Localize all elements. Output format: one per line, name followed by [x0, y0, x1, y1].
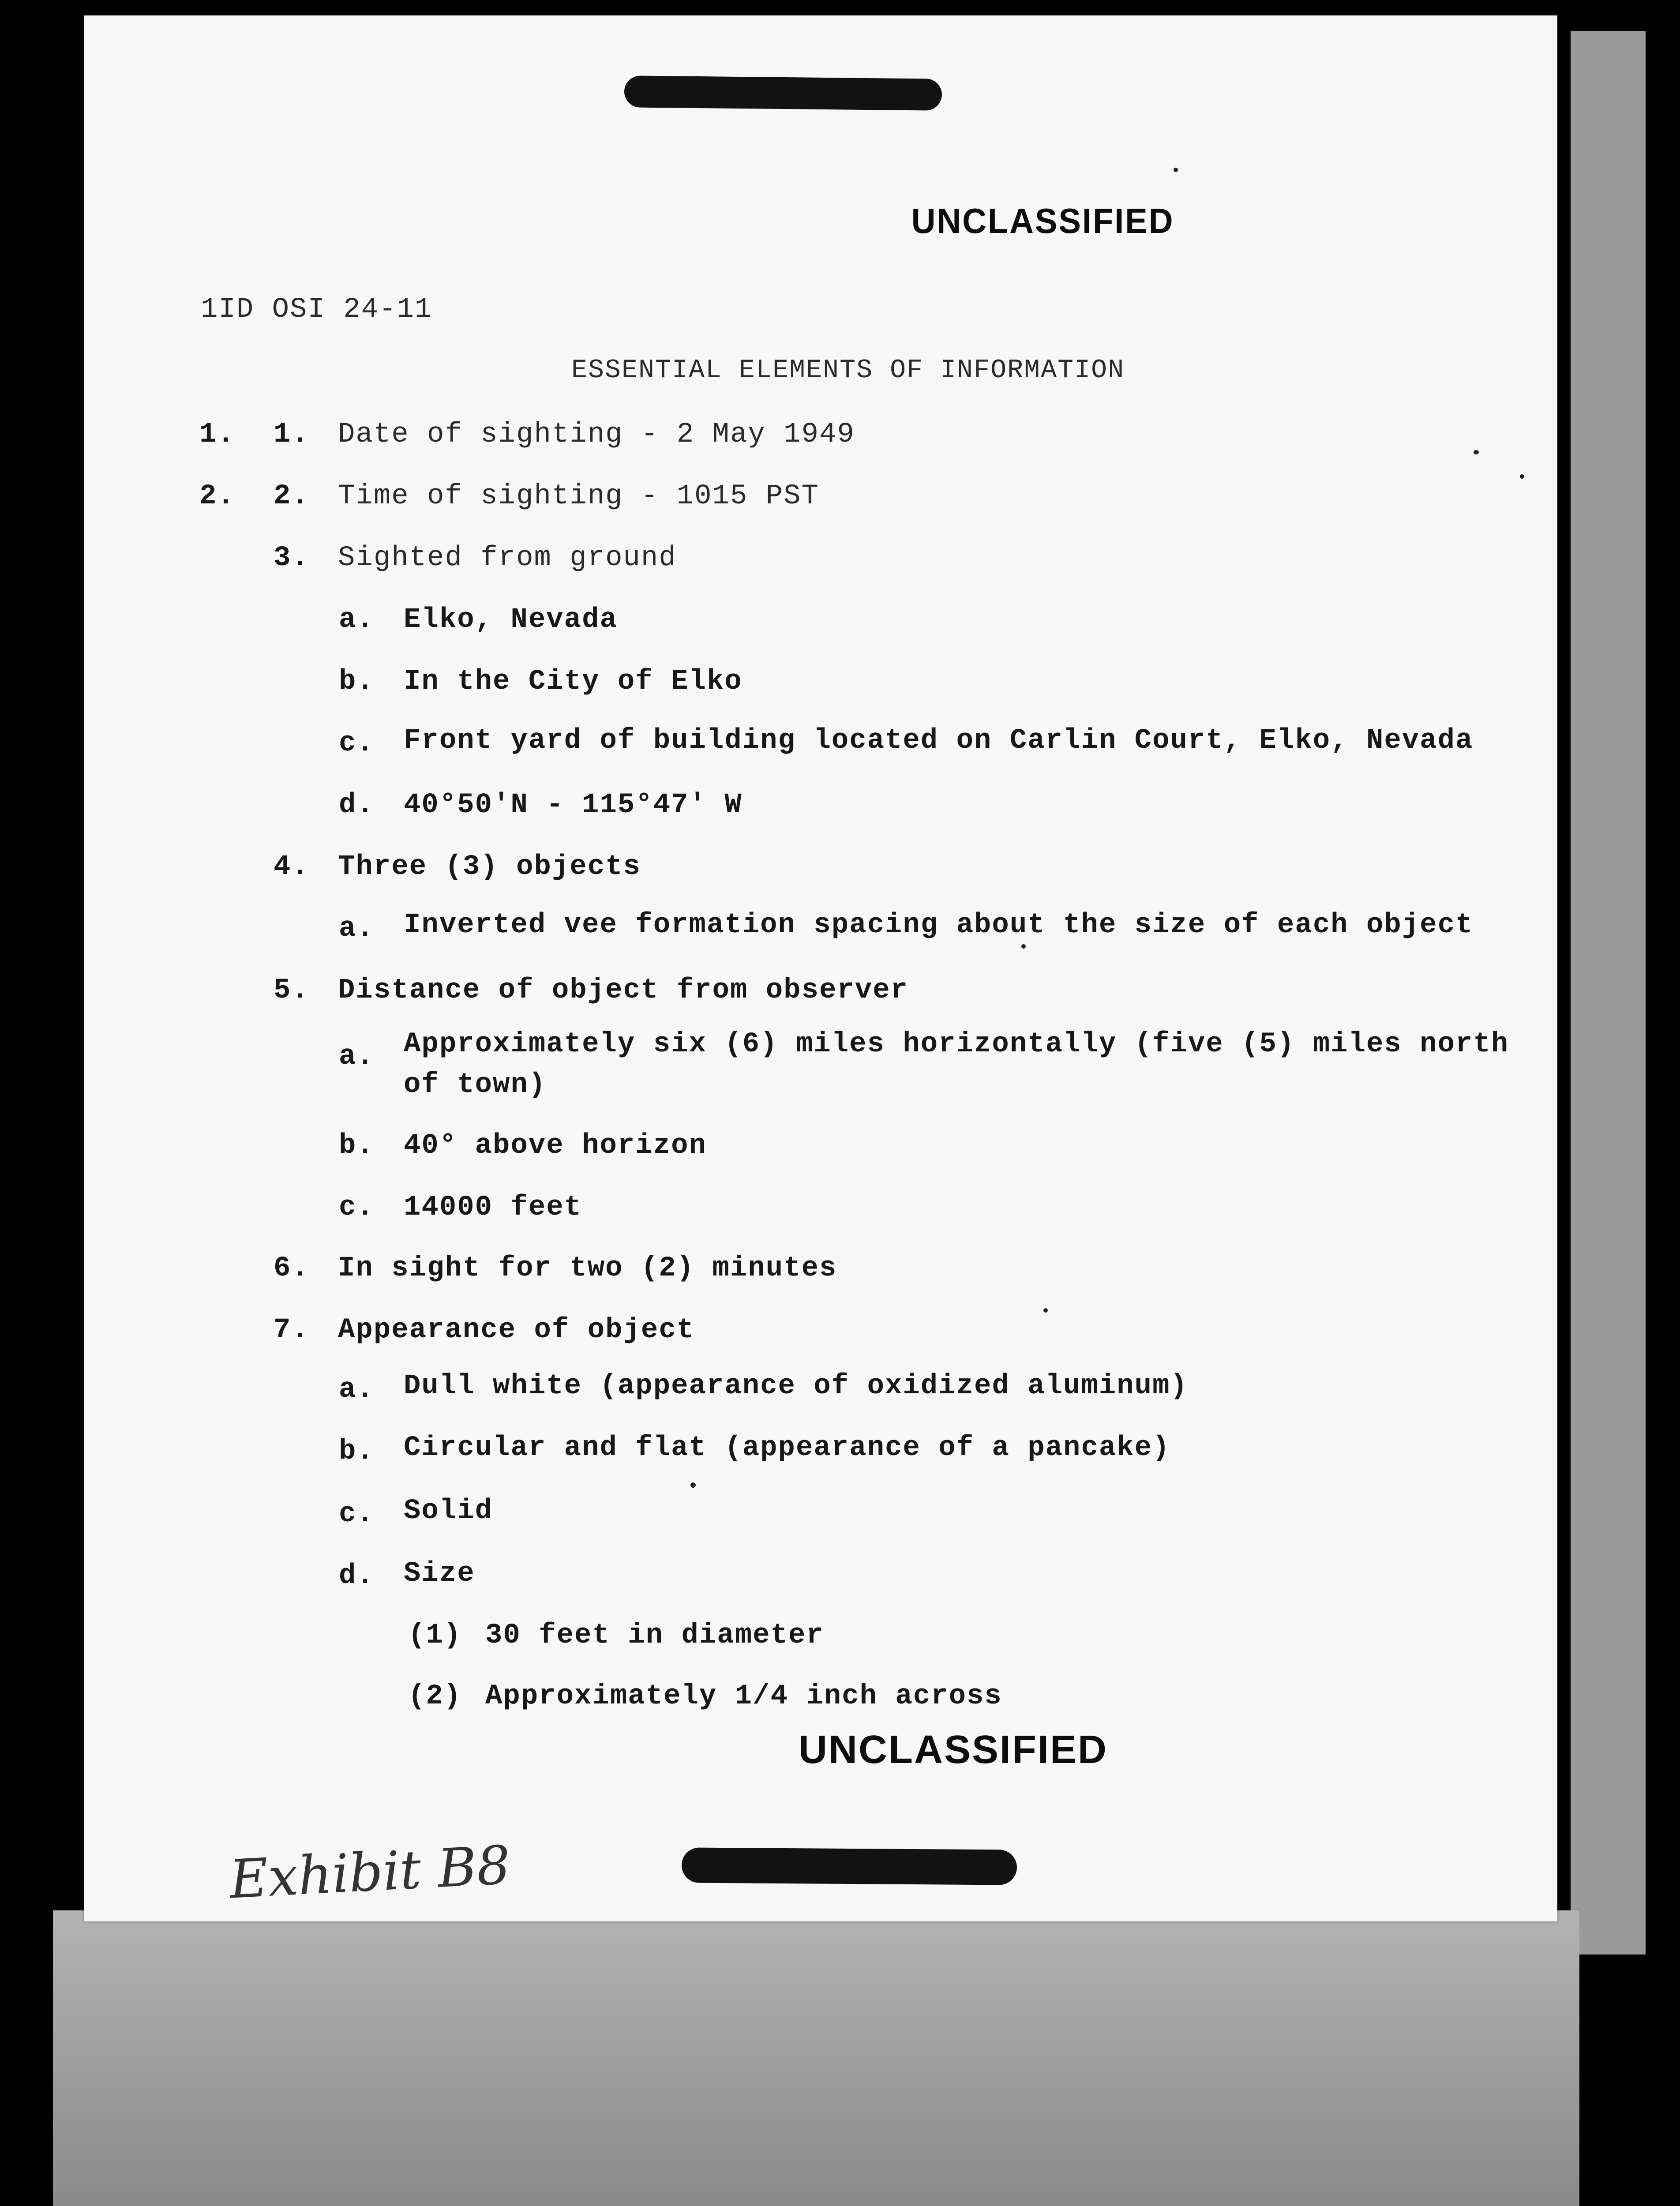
subitem-letter: d.	[339, 789, 375, 821]
item-text: Distance of object from observer	[338, 975, 908, 1006]
scan-speck	[1043, 1308, 1048, 1313]
redaction-bar-top	[624, 75, 942, 111]
subitem-text: Elko, Nevada	[404, 604, 618, 636]
subitem-letter: c.	[339, 728, 375, 759]
subitem-letter: a.	[339, 1374, 375, 1406]
scan-speck	[690, 1482, 696, 1488]
item-number: 1.	[274, 419, 309, 450]
item-text: Three (3) objects	[338, 851, 641, 883]
item-margin-number: 2.	[199, 480, 235, 512]
size-item-number: (1)	[408, 1620, 462, 1651]
classification-stamp-top: UNCLASSIFIED	[911, 201, 1174, 240]
scan-speck	[1520, 474, 1524, 479]
item-number: 7.	[274, 1314, 309, 1346]
subitem-letter: a.	[339, 913, 375, 945]
item-number: 2.	[274, 480, 309, 512]
subitem-letter: d.	[339, 1560, 375, 1592]
subitem-text-continued: of town)	[404, 1069, 547, 1101]
item-text: In sight for two (2) minutes	[338, 1253, 837, 1284]
size-item-number: (2)	[408, 1681, 462, 1712]
scan-bottom-area	[53, 1910, 1579, 2206]
subitem-letter: b.	[339, 1130, 375, 1162]
item-number: 4.	[274, 851, 309, 883]
subitem-text: Inverted vee formation spacing about the size of each object	[404, 909, 1474, 941]
size-item-text: 30 feet in diameter	[485, 1620, 824, 1651]
item-margin-number: 1.	[199, 419, 235, 450]
document-page	[84, 15, 1557, 1921]
subitem-text: 40°50'N - 115°47' W	[404, 789, 742, 821]
subitem-text: Solid	[404, 1495, 493, 1527]
subitem-text: 14000 feet	[404, 1192, 582, 1223]
redaction-bar-bottom	[682, 1847, 1017, 1885]
subitem-letter: b.	[339, 666, 375, 698]
subitem-text: Size	[404, 1558, 475, 1590]
item-text: Date of sighting - 2 May 1949	[338, 419, 855, 450]
item-number: 6.	[274, 1253, 309, 1284]
scan-speck	[1021, 944, 1026, 949]
subitem-text: Approximately six (6) miles horizontally (five (5) miles north	[404, 1028, 1509, 1060]
subitem-text: Front yard of building located on Carlin Court, Elko, Nevada	[404, 725, 1474, 757]
subitem-text: Dull white (appearance of oxidized aluminum)	[404, 1370, 1188, 1402]
subitem-text: 40° above horizon	[404, 1130, 707, 1162]
classification-stamp-bottom: UNCLASSIFIED	[799, 1728, 1108, 1772]
size-item-text: Approximately 1/4 inch across	[485, 1681, 1002, 1712]
file-reference: 1ID OSI 24-11	[201, 294, 433, 326]
scan-speck	[1174, 168, 1178, 172]
item-number: 3.	[274, 542, 309, 574]
subitem-text: In the City of Elko	[404, 666, 742, 698]
subitem-letter: c.	[339, 1498, 375, 1530]
item-text: Sighted from ground	[338, 542, 677, 574]
subitem-text: Circular and flat (appearance of a pancake)	[404, 1432, 1170, 1464]
scan-speck	[1474, 450, 1479, 454]
subitem-letter: a.	[339, 604, 375, 636]
scan-margin	[1571, 31, 1646, 1955]
document-title: ESSENTIAL ELEMENTS OF INFORMATION	[571, 356, 1125, 386]
subitem-letter: b.	[339, 1436, 375, 1467]
item-number: 5.	[274, 975, 309, 1006]
handwritten-exhibit-label: Exhibit B8	[228, 1835, 512, 1911]
item-text: Time of sighting - 1015 PST	[338, 480, 819, 512]
item-text: Appearance of object	[338, 1314, 695, 1346]
subitem-letter: c.	[339, 1192, 375, 1223]
subitem-letter: a.	[339, 1041, 375, 1073]
